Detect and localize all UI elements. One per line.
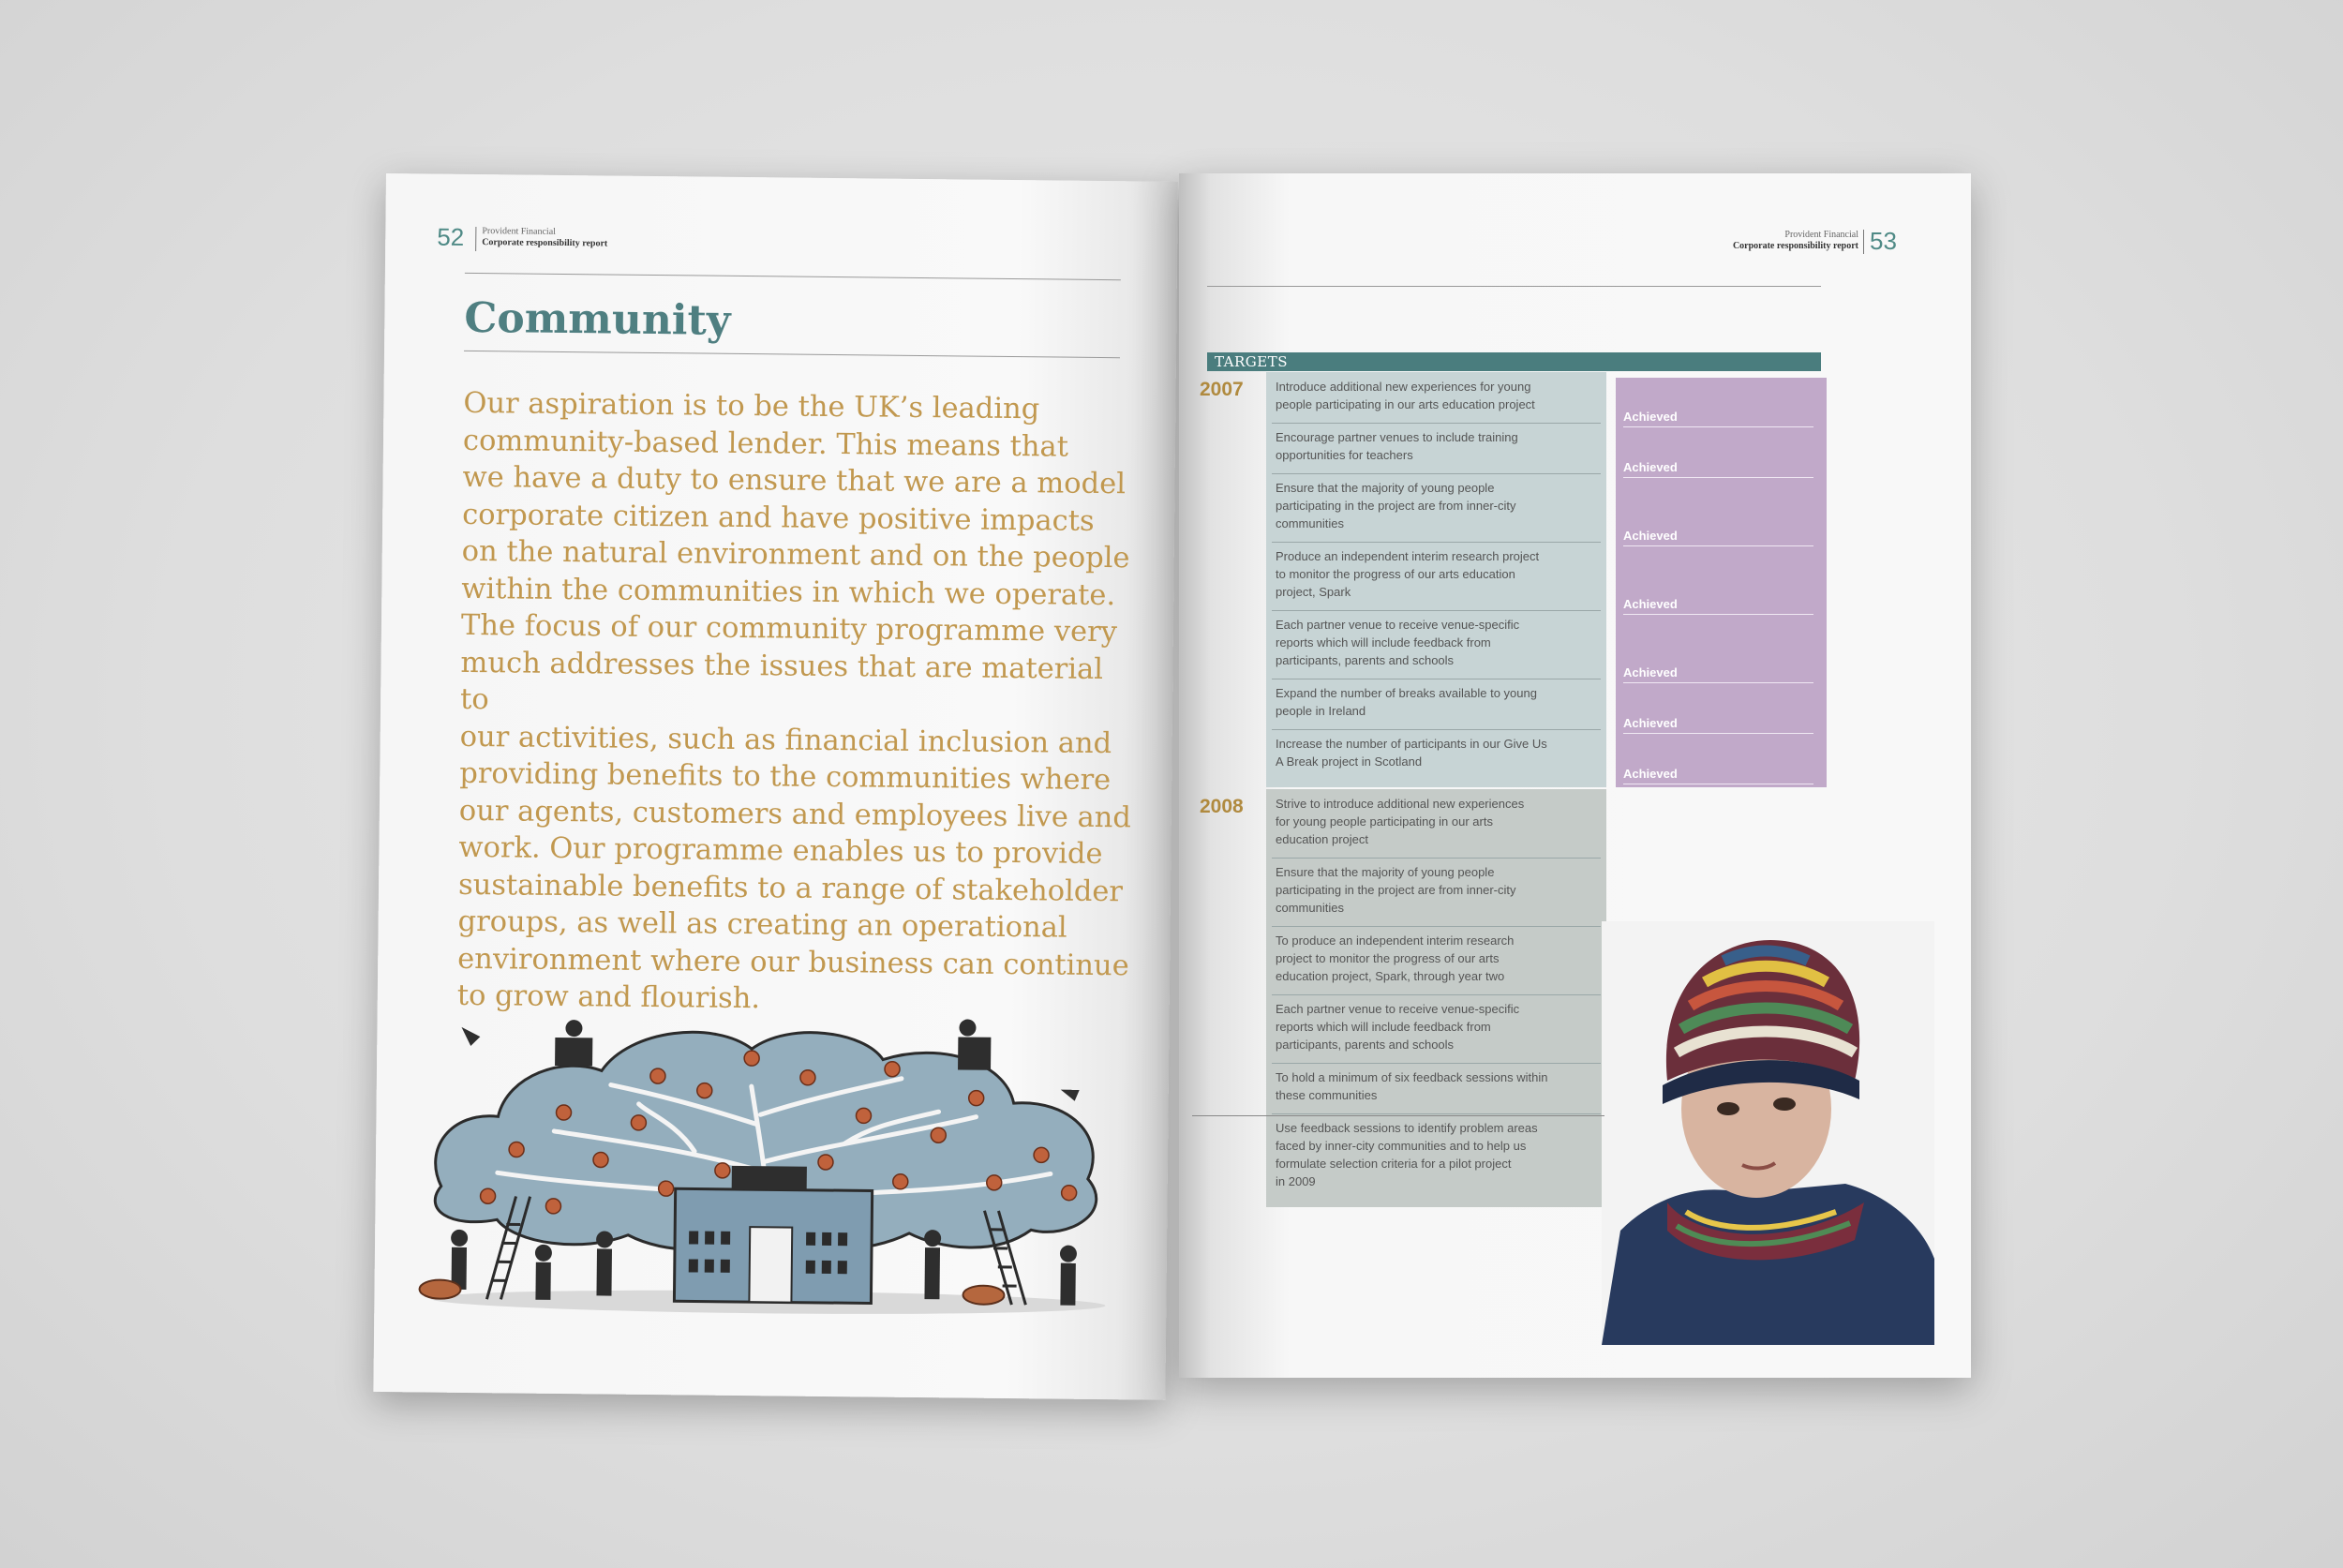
target-line: for young people participating in our arts [1276,814,1493,829]
target-line: Each partner venue to receive venue-specific [1276,618,1520,632]
target-divider [1272,473,1601,474]
header-company: Provident Financial [482,226,557,237]
status-divider [1623,614,1813,615]
lead-line: work. Our programme enables us to provide [458,830,1103,872]
target-item [1272,684,1601,720]
target-item [1272,1068,1601,1104]
header-divider [475,227,476,251]
target-line: education project, Spark, through year two [1276,969,1505,983]
lead-line: groups, as well as creating an operational [457,904,1067,945]
targets-column-2008 [1266,789,1606,1207]
target-line: project to monitor the progress of our arts [1276,951,1500,965]
target-line: people participating in our arts education project [1276,397,1535,411]
header-report-right: Corporate responsibility report [1732,241,1858,251]
target-divider [1272,423,1601,424]
target-line: Strive to introduce additional new experiences [1276,797,1525,811]
status-achieved: Achieved [1623,460,1678,474]
header-divider-right [1863,230,1864,254]
target-item [1272,378,1601,413]
page-number-right: 53 [1870,227,1897,255]
target-line: Encourage partner venues to include training [1276,430,1518,444]
lead-line: our agents, customers and employees live and [458,794,1132,834]
target-item [1272,428,1601,464]
status-column-2007 [1616,378,1827,787]
target-line: education project [1276,832,1369,846]
target-line: participants, parents and schools [1276,653,1455,667]
status-divider [1623,545,1813,546]
targets-bar [1207,352,1821,371]
target-line: these communities [1276,1088,1378,1102]
target-divider [1272,994,1601,995]
target-line: reports which will include feedback from [1276,1020,1491,1034]
lead-line: sustainable benefits to a range of stakeholder [457,868,1124,908]
target-line: Produce an independent interim research project [1276,549,1540,563]
page-number-left: 52 [437,222,465,251]
target-divider [1272,858,1601,859]
year-label: 2007 [1200,379,1244,400]
lead-line: Our aspiration is to be the UK’s leading [463,386,1040,426]
lead-line: The focus of our community programme very [460,608,1118,650]
target-item [1272,547,1601,601]
target-line: Ensure that the majority of young people [1276,865,1495,879]
target-item [1272,863,1601,917]
target-line: project, Spark [1276,585,1351,599]
status-achieved: Achieved [1623,665,1678,679]
target-item [1272,1119,1601,1190]
target-line: To produce an independent interim research [1276,933,1515,948]
target-line: opportunities for teachers [1276,448,1413,462]
target-line: Each partner venue to receive venue-specific [1276,1002,1520,1016]
target-line: Ensure that the majority of young people [1276,481,1495,495]
lead-line: providing benefits to the communities where [459,756,1112,798]
year-label: 2008 [1200,796,1244,817]
target-line: in 2009 [1276,1174,1316,1188]
target-item [1272,795,1601,848]
target-line: Use feedback sessions to identify problem areas [1276,1121,1538,1135]
lead-line: much addresses the issues that are material to [459,646,1104,717]
lead-line: to grow and flourish. [456,978,761,1016]
lead-line: environment where our business can continue [457,942,1129,982]
top-rule-right [1207,286,1821,287]
lead-line: corporate citizen and have positive impacts [462,498,1095,538]
page-header-right [1733,230,1858,252]
targets-column-2007 [1266,372,1606,787]
target-divider [1272,1113,1601,1114]
lead-line: community-based lender. This means that [462,424,1069,464]
page-title: Community [464,293,731,345]
lead-line: our activities, such as financial inclusion and [459,720,1112,760]
tree-illustration [411,998,1127,1324]
lead-line: on the natural environment and on the people [461,534,1130,575]
status-divider [1623,733,1813,734]
lead-line: within the communities in which we operate. [461,572,1116,612]
header-report: Corporate responsibility report [482,237,608,249]
target-divider [1272,542,1601,543]
left-page [373,173,1178,1400]
target-line: participants, parents and schools [1276,1038,1455,1052]
status-divider [1623,477,1813,478]
target-item [1272,1000,1601,1053]
bottom-rule-right [1192,1115,1604,1116]
lead-paragraph [457,385,1139,1022]
target-line: formulate selection criteria for a pilot project [1276,1157,1512,1171]
target-line: communities [1276,901,1344,915]
status-achieved: Achieved [1623,767,1678,781]
target-line: faced by inner-city communities and to help us [1276,1139,1527,1153]
target-line: A Break project in Scotland [1276,754,1423,769]
target-divider [1272,729,1601,730]
target-line: reports which will include feedback from [1276,635,1491,650]
status-divider [1623,426,1813,427]
target-line: people in Ireland [1276,704,1366,718]
target-item [1272,616,1601,669]
target-line: To hold a minimum of six feedback sessions within [1276,1070,1548,1084]
target-line: communities [1276,516,1344,530]
target-divider [1272,926,1601,927]
header-company-right: Provident Financial [1784,230,1858,240]
status-divider [1623,682,1813,683]
target-line: Increase the number of participants in our Give Us [1276,737,1547,751]
target-line: Introduce additional new experiences for young [1276,380,1531,394]
target-line: Expand the number of breaks available to young [1276,686,1537,700]
child-photo [1602,921,1934,1345]
status-achieved: Achieved [1623,597,1678,611]
target-item [1272,932,1601,985]
targets-heading: TARGETS [1215,353,1289,370]
target-item [1272,735,1601,770]
status-achieved: Achieved [1623,529,1678,543]
target-item [1272,479,1601,532]
title-rule [464,351,1120,358]
right-page [1179,173,1971,1378]
status-achieved: Achieved [1623,716,1678,730]
target-divider [1272,610,1601,611]
page-header-left [482,226,607,249]
status-achieved: Achieved [1623,410,1678,424]
target-divider [1272,1063,1601,1064]
lead-line: we have a duty to ensure that we are a model [462,460,1127,501]
top-rule [465,273,1121,280]
target-line: participating in the project are from inner-city [1276,883,1516,897]
target-line: to monitor the progress of our arts education [1276,567,1515,581]
target-line: participating in the project are from inner-city [1276,499,1516,513]
